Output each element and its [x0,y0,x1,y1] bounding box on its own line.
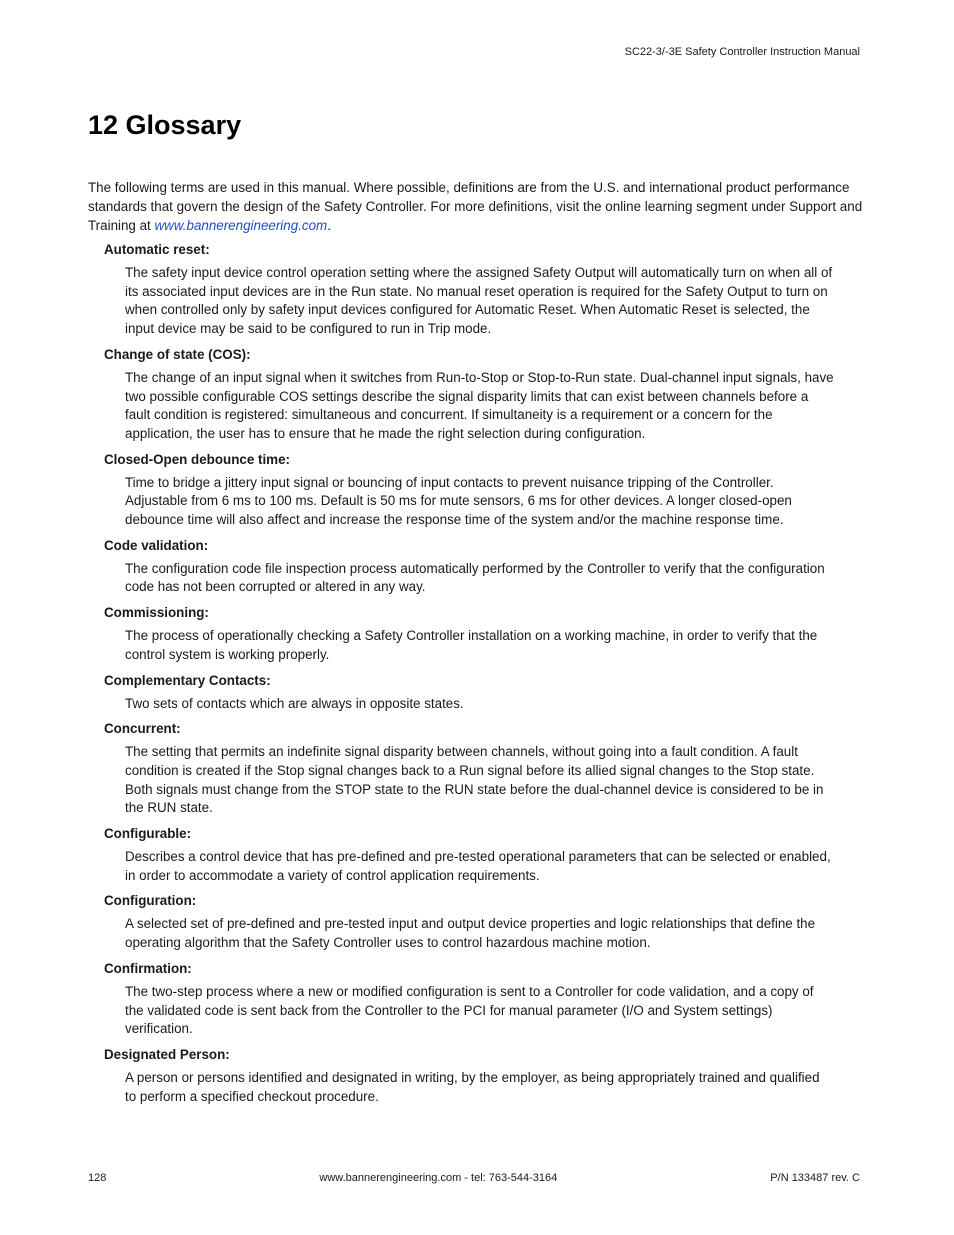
glossary-term: Confirmation: [104,960,192,976]
glossary-definition: The two-step process where a new or modified configuration is sent to a Controller for code validation, and a copy of the validated code is sent back from the Controller to the PCI for manual parameter (I/O and System settings) verification. [125,983,814,1037]
glossary-term: Commissioning: [104,605,209,621]
glossary-definition: Describes a control device that has pre-defined and pre-tested operational parameters that can be selected or enabled, in order to accommodate a variety of control application requirements. [125,849,831,883]
glossary-definition: The safety input device control operation setting where the assigned Safety Output will automatically turn on when all of its associated input devices are in the Run state. No manual reset operation is required for the Safety Output to turn on when controlled only by safety input devices configured for Automatic Reset. When Automatic Reset is selected, the input device may be said to be configured to run in Trip mode. [125,265,833,337]
glossary-term: Automatic reset: [104,242,210,257]
glossary-definition: Time to bridge a jittery input signal or bouncing of input contacts to prevent nuisance tripping of the Controller. Adjustable from 6 ms to 100 ms. Default is 50 ms for mute sensors, 6 ms for other devices. A longer closed-open debounce time will also affect and increase the response time of the system and/or the machine response time. [125,474,792,528]
glossary-definition: The configuration code file inspection process automatically performed by the Controller to verify that the configuration code has not been corrupted or altered in any way. [125,560,825,595]
glossary-term: Code validation: [104,537,209,553]
glossary-term: Complementary Contacts: [104,672,271,688]
intro-end: . [327,218,331,233]
intro-text: The following terms are used in this manual. Where possible, definitions are from the U.S. and international product performance standards that govern the design of the Safety Controller. For more definitions, visit the online learning segment under Support and Training at [88,180,863,233]
glossary-entry [104,719,834,818]
glossary-definition: Two sets of contacts which are always in opposite states. [125,695,464,711]
glossary-definition: The setting that permits an indefinite signal disparity between channels, without going into a fault condition. A fault condition is created if the Stop signal changes back to a Run signal before its allied signal changes to the Stop state. Both signals must change from the STOP state to the RUN state before the dual-channel device is considered to be in the RUN state. [125,744,824,816]
glossary-term: Configuration: [104,893,197,909]
page-footer [88,1172,860,1184]
glossary-definition: A selected set of pre-defined and pre-tested input and output device properties and logic relationships that define the operating algorithm that the Safety Controller uses to control hazardous machine motion. [125,916,816,951]
manual-title-header: SC22-3/-3E Safety Controller Instruction Manual [624,46,860,58]
glossary-entry [104,824,834,885]
chapter-title: 12 Glossary [88,110,242,140]
glossary-entry [104,671,834,714]
intro-paragraph [88,178,866,235]
banner-website-link[interactable]: www.bannerengineering.com [154,218,328,233]
part-number: P/N 133487 rev. C [770,1172,860,1184]
glossary-term: Change of state (COS): [104,346,251,362]
glossary-term: Concurrent: [104,721,181,737]
glossary-entry [104,959,834,1039]
glossary-entry [104,536,834,597]
glossary-term: Designated Person: [104,1046,230,1062]
glossary-list [104,240,834,1112]
glossary-definition: A person or persons identified and designated in writing, by the employer, as being appropriately trained and qualified to perform a specified checkout procedure. [125,1069,820,1104]
glossary-entry [104,240,834,339]
glossary-term: Configurable: [104,826,192,842]
glossary-definition: The change of an input signal when it switches from Run-to-Stop or Stop-to-Run state. Dual-channel input signals, have two possible configurable COS settings describe the signal disparity limits that can exist between channels before a fault condition is registered: simultaneous and concurrent. If simultaneity is a requirement or a concern for the application, the user has to ensure that he made the right selection during configuration. [125,369,834,441]
glossary-term: Closed-Open debounce time: [104,451,290,467]
glossary-definition: The process of operationally checking a Safety Controller installation on a working machine, in order to verify that the control system is working properly. [125,628,818,662]
glossary-entry [104,345,834,444]
glossary-entry [104,450,834,530]
glossary-entry [104,603,834,664]
glossary-entry [104,891,834,952]
glossary-entry [104,1045,834,1106]
footer-contact: www.bannerengineering.com - tel: 763-544-3164 [319,1172,558,1184]
page-number: 128 [88,1172,107,1184]
